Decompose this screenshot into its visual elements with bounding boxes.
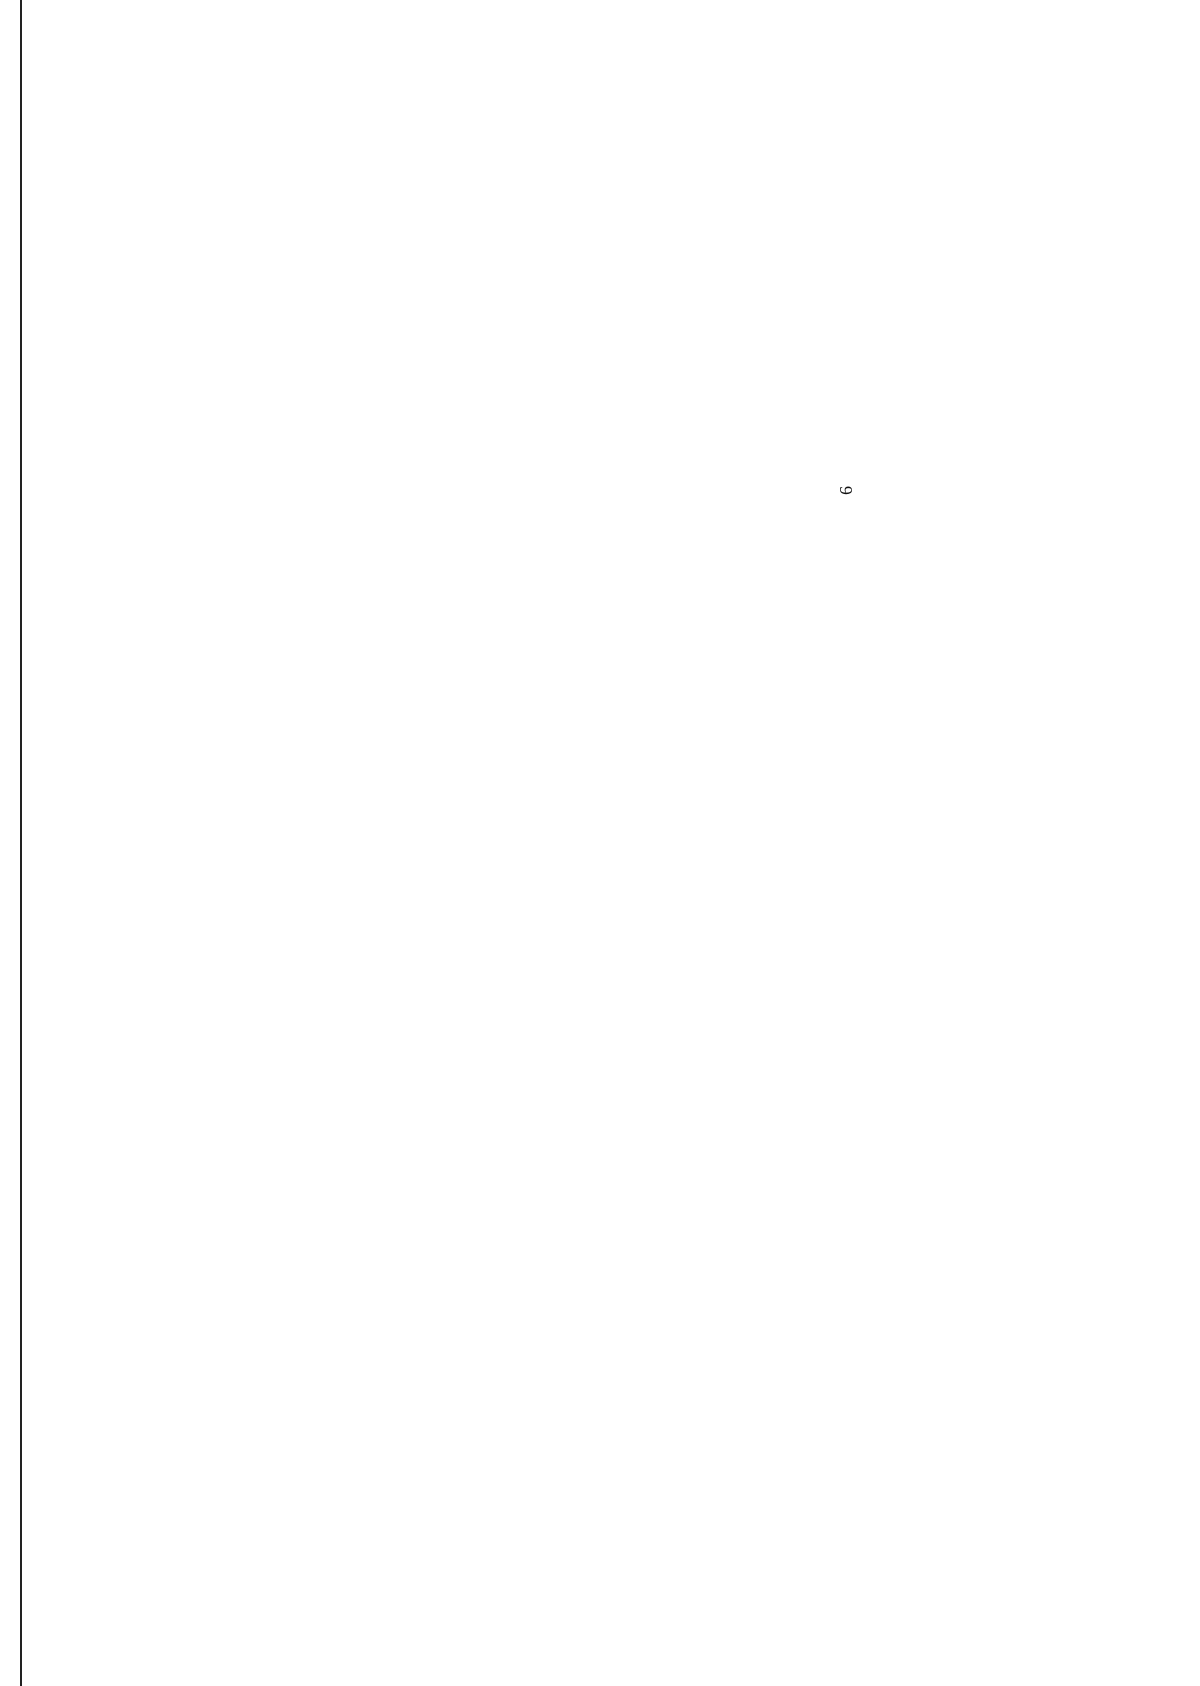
page-number: 6 [836, 486, 856, 495]
page-edge-line [20, 0, 22, 1686]
